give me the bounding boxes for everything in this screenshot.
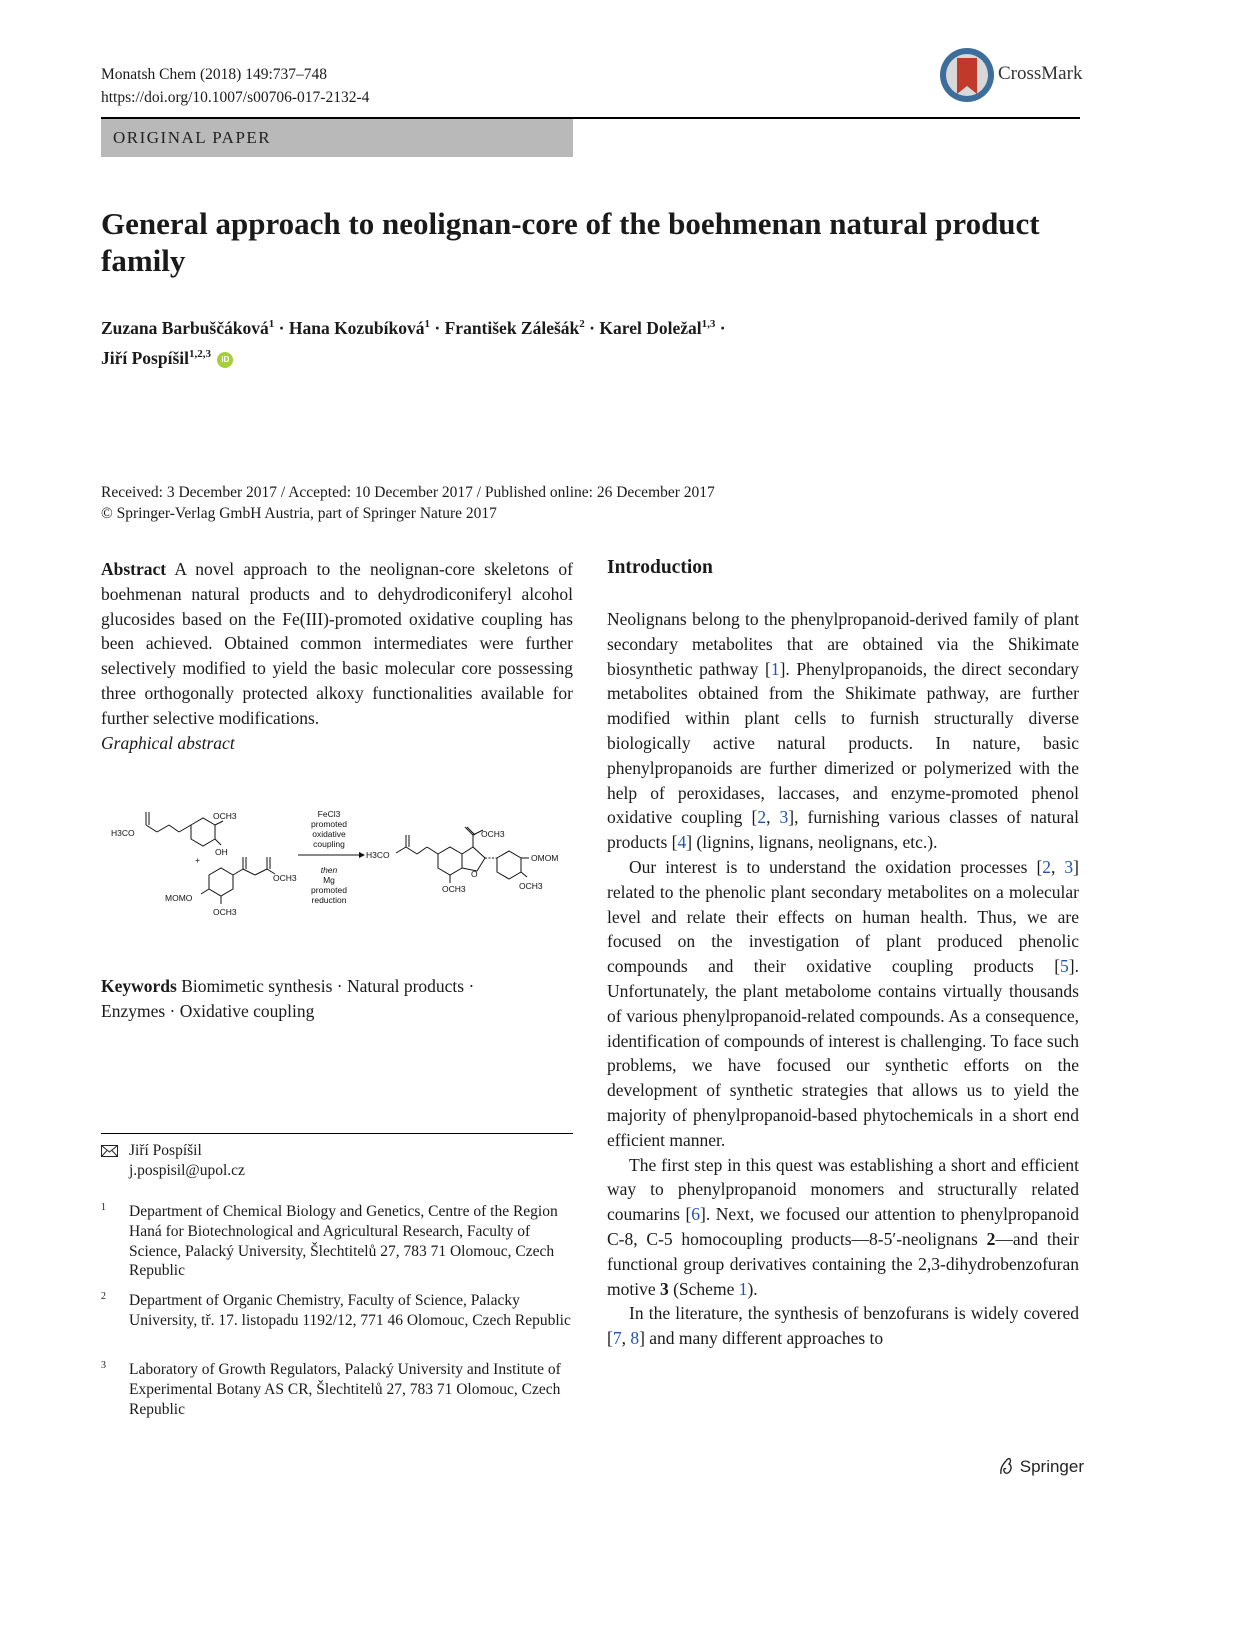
citation-link[interactable]: 8 xyxy=(630,1328,640,1349)
condition-text: FeCl3 xyxy=(317,809,341,819)
abstract-label: Abstract xyxy=(101,559,167,579)
abstract-body: A novel approach to the neolignan-core skeletons of boehmenan natural products and to dehydrodiconiferyl alcohol glucosides based on the Fe(III)-promoted oxidative coupling has been achieved. Obtained common intermediates were further selectively modified to yield the basic molecular core possessing three orthogonally protected alkoxy functionalities available for further selective modifications. xyxy=(101,559,573,728)
graphical-abstract-label: Graphical abstract xyxy=(101,732,235,753)
affiliation-1 xyxy=(101,1202,573,1282)
scheme-label: OCH3 xyxy=(442,884,466,894)
intro-paragraph-1: Neolignans belong to the phenylpropanoid-derived family of plant secondary metabolites that are obtained via the Shikimate biosynthetic pathway [1]. Phenylpropanoids, the direct secondary metabolites obtained from the Shikimate pathway, are further modified within plant cells to furnish structurally diverse biologically active natural products. In nature, basic phenylpropanoids are further dimerized or polymerized with the help of peroxidases, laccases, and enzyme-promoted phenol oxidative coupling [2, 3], furnishing various classes of natural products [4] (lignins, lignans, neolignans, etc.). xyxy=(607,609,1079,853)
intro-paragraph-3: The first step in this quest was establishing a short and efficient way to phenylpropanoid monomers and structurally related coumarins [6]. Next, we focused our attention to phenylpropanoid C-8, C-5 homocoupling products—8-5′-neolignans 2—and their functional group derivatives containing the 2,3-dihydrobenzofuran motive 3 (Scheme 1). xyxy=(607,1154,1079,1299)
scheme-label: OCH3 xyxy=(273,873,297,883)
citation-link[interactable]: 6 xyxy=(691,1204,701,1225)
affiliation-text: Department of Chemical Biology and Genetics, Centre of the Region Haná for Biotechnological and Agricultural Research, Faculty of Science, Palacký University, Šlechtitelů 27, 783 71 Olomouc, Czech Republic xyxy=(129,1203,558,1280)
arrow-head-icon xyxy=(359,852,365,858)
keyword: Oxidative coupling xyxy=(179,1001,315,1021)
citation-link[interactable]: 7 xyxy=(612,1328,622,1349)
scheme-label: OCH3 xyxy=(213,811,237,821)
intro-paragraph-4: In the literature, the synthesis of benzofurans is widely covered [7, 8] and many different approaches to xyxy=(607,1303,1079,1349)
author-affiliation: 1 xyxy=(424,318,431,330)
crossmark-label: CrossMark xyxy=(998,63,1083,84)
citation-link[interactable]: 2 xyxy=(757,807,767,828)
scheme-label: OH xyxy=(215,847,228,857)
scheme-link[interactable]: 1 xyxy=(738,1278,748,1299)
affiliation-2 xyxy=(101,1291,573,1351)
email-link[interactable]: j.pospisil@upol.cz xyxy=(129,1162,245,1179)
crossmark-badge[interactable] xyxy=(938,46,1083,106)
author-name[interactable]: Jiří Pospíšil xyxy=(101,347,189,368)
envelope-icon xyxy=(101,1145,118,1157)
category-banner xyxy=(101,119,573,157)
scheme-label: + xyxy=(195,855,200,865)
scheme-label: H3CO xyxy=(366,850,390,860)
condition-text: reduction xyxy=(311,895,347,905)
affiliation-number: 3 xyxy=(101,1360,106,1371)
citation-link[interactable]: 3 xyxy=(1064,856,1074,877)
publication-dates xyxy=(101,482,715,524)
scheme-label: OMOM xyxy=(531,853,559,863)
author-affiliation: 1,2,3 xyxy=(189,347,211,360)
abstract-section xyxy=(101,557,573,755)
scheme-label: O xyxy=(471,869,478,879)
introduction-section xyxy=(607,557,1079,1351)
keyword: Natural products xyxy=(346,976,465,996)
citation-link[interactable]: 1 xyxy=(770,658,780,679)
citation-link[interactable]: 5 xyxy=(1060,956,1069,977)
affiliation-text: Laboratory of Growth Regulators, Palacký University and Institute of Experimental Botany AS CR, Šlechtitelů 27, 783 71 Olomouc, Czech Republic xyxy=(129,1361,561,1418)
graphical-abstract-scheme xyxy=(101,797,573,932)
scheme-label: OCH3 xyxy=(213,907,237,917)
correspondence-block xyxy=(101,1141,573,1181)
history-dates: Received: 3 December 2017 / Accepted: 10 December 2017 / Published online: 26 December 2017 xyxy=(101,484,715,501)
reactant-1-structure xyxy=(146,812,223,846)
author-name[interactable]: František Zálešák xyxy=(444,317,580,338)
scheme-label: OCH3 xyxy=(481,829,505,839)
scheme-label: MOMO xyxy=(165,893,193,903)
condition-text: coupling xyxy=(313,839,345,849)
publisher-name: Springer xyxy=(1019,1457,1084,1476)
category-label: ORIGINAL PAPER xyxy=(113,128,272,147)
citation-link[interactable]: 3 xyxy=(779,807,789,828)
condition-text: promoted xyxy=(311,819,347,829)
author-name[interactable]: Zuzana Barbuščáková xyxy=(101,317,269,338)
keyword: Biomimetic synthesis xyxy=(181,976,333,996)
journal-citation xyxy=(101,63,369,109)
citation-link[interactable]: 4 xyxy=(677,832,687,853)
product-structure xyxy=(396,827,529,883)
springer-horse-icon xyxy=(997,1456,1015,1476)
keyword: Enzymes xyxy=(101,1001,166,1021)
condition-text: oxidative xyxy=(312,829,346,839)
citation-link[interactable]: 2 xyxy=(1042,856,1052,877)
footnote-rule xyxy=(101,1133,573,1134)
condition-text: then xyxy=(320,865,338,875)
affiliation-number: 2 xyxy=(101,1291,106,1302)
orcid-icon[interactable]: iD xyxy=(217,352,233,368)
affiliation-3 xyxy=(101,1360,573,1420)
author-affiliation: 1,3 xyxy=(701,318,716,330)
corresponding-author: Jiří Pospíšil xyxy=(129,1142,202,1159)
journal-volume: Monatsh Chem (2018) 149:737–748 xyxy=(101,66,328,83)
scheme-label: H3CO xyxy=(111,828,135,838)
doi-link[interactable]: https://doi.org/10.1007/s00706-017-2132-4 xyxy=(101,89,370,106)
copyright-notice: © Springer-Verlag GmbH Austria, part of Springer Nature 2017 xyxy=(101,505,497,522)
affiliation-number: 1 xyxy=(101,1202,106,1213)
keywords-section: Keywords Biomimetic synthesis · Natural products · Enzymes · Oxidative coupling xyxy=(101,976,475,1021)
author-list: Zuzana Barbuščáková$^1$ · Hana Kozubíková$^1$ · František Zálešák$^2$ · Karel Doležal$^{1,3}$ · Jiří Pospíšil$^{1,2,3}$ iD xyxy=(101,317,726,368)
author-affiliation: 2 xyxy=(579,318,585,330)
author-name[interactable]: Karel Doležal xyxy=(599,317,702,338)
section-heading: Introduction xyxy=(607,557,713,578)
abstract-text xyxy=(101,557,573,731)
author-name[interactable]: Hana Kozubíková xyxy=(288,317,425,338)
condition-text: Mg xyxy=(323,875,335,885)
intro-paragraph-2: Our interest is to understand the oxidation processes [2, 3] related to the phenolic plant secondary metabolites on a molecular level and relate their effects on human health. Thus, we are focused on the investigation of plant produced phenolic compounds and their oxidative coupling products [5]. Unfortunately, the plant metabolome contains virtually thousands of various phenylpropanoid-related compounds. As a consequence, identification of compounds of interest is challenging. To face such problems, we have focused our synthetic efforts on the development of synthetic strategies that allows us to yield the majority of phenylpropanoid-based phytochemicals in a short end efficient manner. xyxy=(607,856,1079,1150)
scheme-label: OCH3 xyxy=(519,881,543,891)
author-affiliation: 1 xyxy=(268,318,275,330)
publisher-logo xyxy=(997,1456,1084,1477)
affiliation-text: Department of Organic Chemistry, Faculty of Science, Palacky University, tř. 17. listopadu 1192/12, 771 46 Olomouc, Czech Republic xyxy=(129,1292,571,1329)
paper-title: General approach to neolignan-core of the boehmenan natural product family xyxy=(101,206,1040,278)
reactant-2-structure xyxy=(201,857,275,904)
crossmark-icon xyxy=(938,46,996,104)
keywords-label: Keywords xyxy=(101,976,177,996)
condition-text: promoted xyxy=(311,885,347,895)
